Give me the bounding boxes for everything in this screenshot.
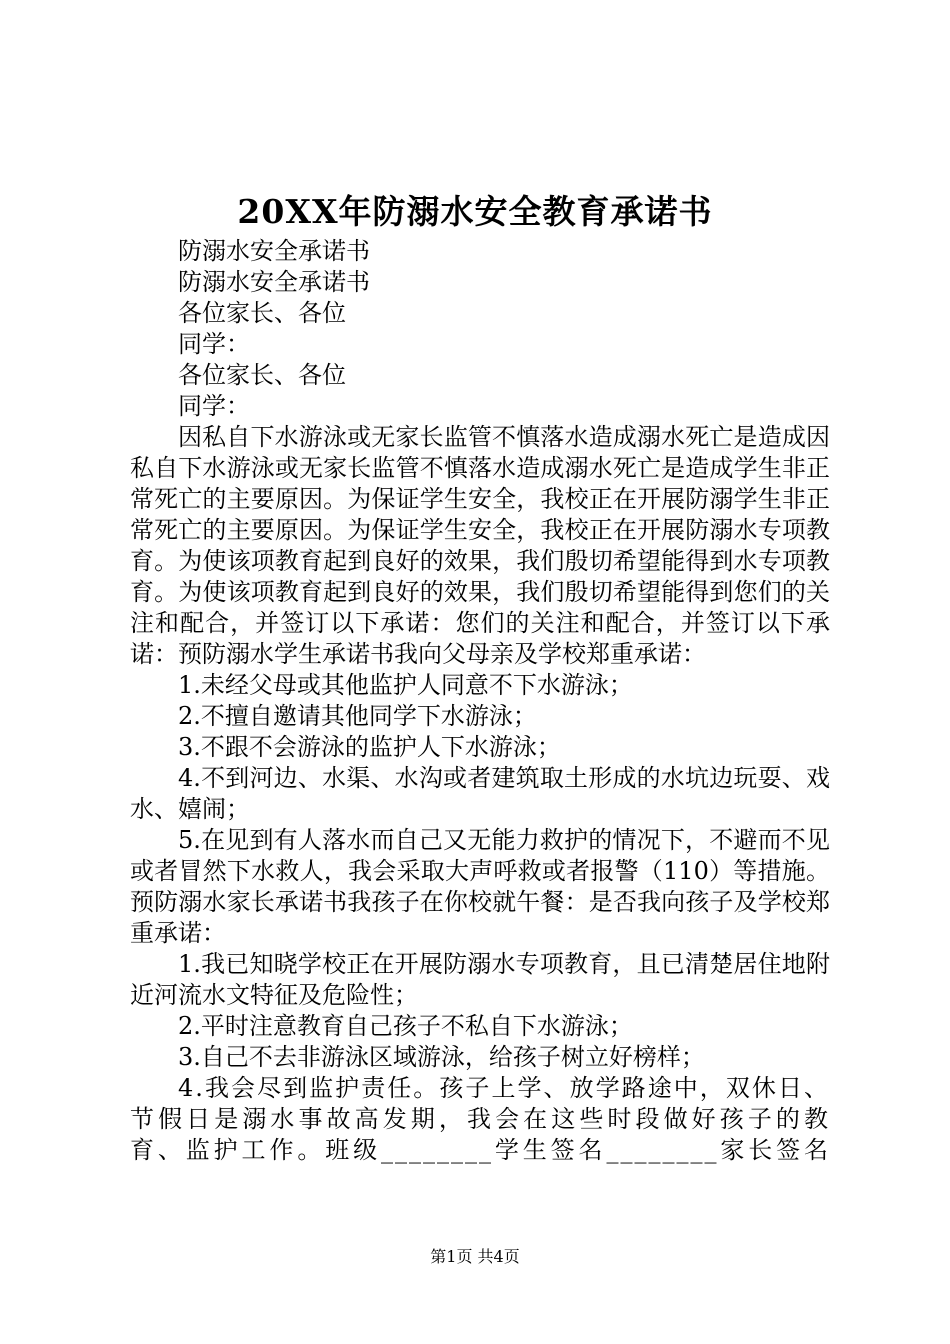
salutation-line: 同学： (178, 392, 250, 420)
heading-line: 防溺水安全承诺书 (178, 268, 370, 296)
document-title: 20XX年防溺水安全教育承诺书 (237, 192, 713, 231)
salutation-line: 各位家长、各位 (178, 361, 346, 389)
page-number: 第1页 共4页 (430, 1247, 520, 1266)
intro-paragraph: 因私自下水游泳或无家长监管不慎落水造成溺水死亡是造成因私自下水游泳或无家长监管不慎落水造成溺水死亡是造成学生非正常死亡的主要原因。为保证学生安全，我校正在开展防溺学生非正常死亡的主要原因。为保证学生安全，我校正在开展防溺水专项教育。为使该项教育起到良好的效果，我们殷切希望能得到水专项教育。为使该项教育起到良好的效果，我们殷切希望能得到您们的关注和配合，并签订以下承诺：您们的关注和配合，并签订以下承诺：预防溺水学生承诺书我向父母亲及学校郑重承诺： (130, 423, 830, 668)
salutation-line: 同学： (178, 330, 250, 358)
parent-pledge-item: 2.平时注意教育自己孩子不私自下水游泳； (178, 1012, 633, 1040)
parent-pledge-item: 1.我已知晓学校正在开展防溺水专项教育，且已清楚居住地附近河流水文特征及危险性； (130, 950, 830, 1009)
student-pledge-item: 2.不擅自邀请其他同学下水游泳； (178, 702, 537, 730)
student-pledge-item: 1.未经父母或其他监护人同意不下水游泳； (178, 671, 633, 699)
student-pledge-item: 4.不到河边、水渠、水沟或者建筑取土形成的水坑边玩耍、戏水、嬉闹； (130, 764, 830, 823)
parent-pledge-item: 4.我会尽到监护责任。孩子上学、放学路途中，双休日、节假日是溺水事故高发期，我会在这些时段做好孩子的教育、监护工作。班级________学生签名________家长签名 (130, 1074, 830, 1164)
parent-pledge-item: 3.自己不去非游泳区域游泳，给孩子树立好榜样； (178, 1043, 705, 1071)
student-pledge-item: 5.在见到有人落水而自己又无能力救护的情况下，不避而不见或者冒然下水救人，我会采取大声呼救或者报警（110）等措施。预防溺水家长承诺书我孩子在你校就午餐：是否我向孩子及学校郑重承诺： (130, 826, 830, 947)
heading-line: 防溺水安全承诺书 (178, 237, 370, 265)
salutation-line: 各位家长、各位 (178, 299, 346, 327)
document-body (130, 236, 830, 1166)
student-pledge-item: 3.不跟不会游泳的监护人下水游泳； (178, 733, 561, 761)
